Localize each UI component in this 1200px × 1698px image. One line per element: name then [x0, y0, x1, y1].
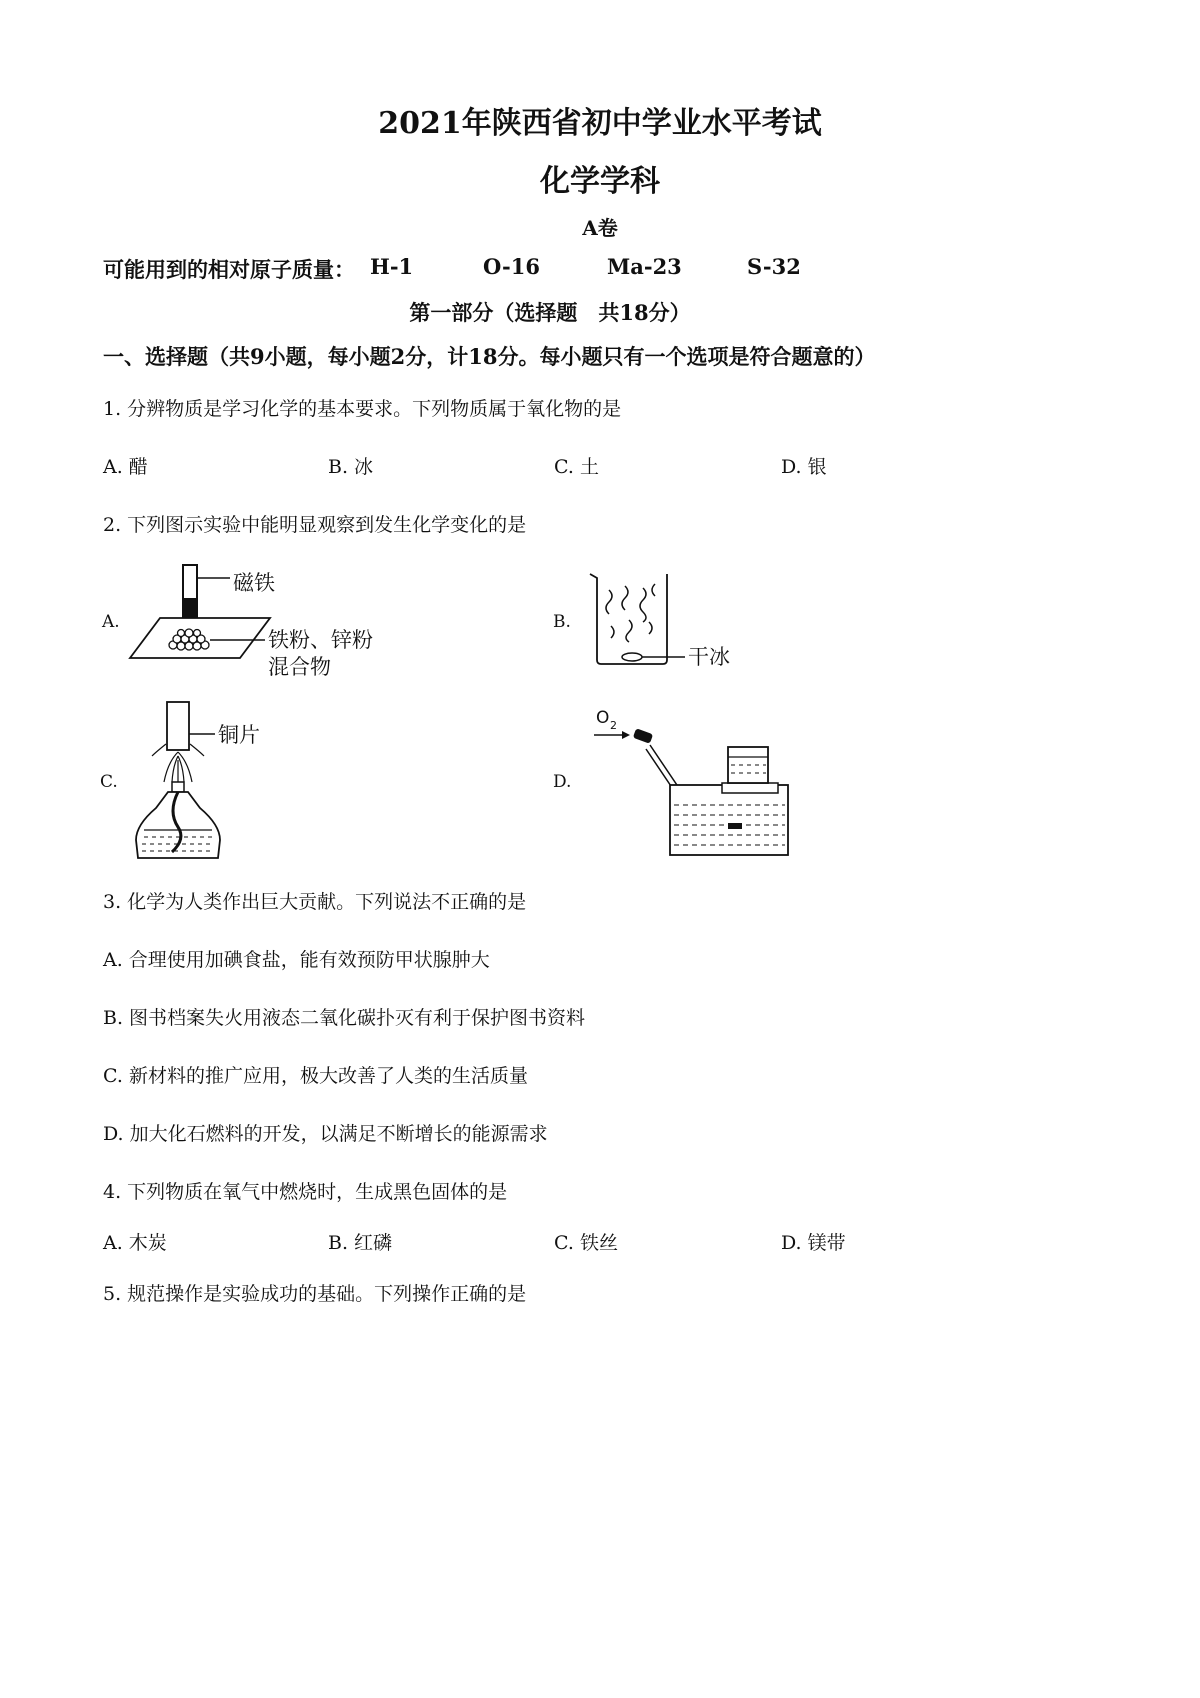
- figure-c-copper-text: 铜片: [218, 723, 260, 747]
- q1-option-a: A. 醋: [103, 456, 148, 478]
- section-heading: 一、选择题（共9小题，每小题2分，计18分。每小题只有一个选项是符合题意的）: [103, 344, 876, 369]
- atomic-mass-h: H-1: [370, 254, 414, 279]
- figure-c-copper-experiment: [130, 700, 280, 865]
- atomic-mass-o: O-16: [483, 254, 541, 279]
- figure-a-magnet-text: 磁铁: [233, 571, 275, 595]
- figure-a-magnet-experiment: [125, 560, 395, 685]
- atomic-mass-label: 可能用到的相对原子质量：: [103, 257, 355, 282]
- question-2-stem: 2. 下列图示实验中能明显观察到发生化学变化的是: [103, 514, 527, 536]
- figure-b-dry-ice-experiment: [585, 570, 755, 670]
- figure-d-oxygen-experiment: [590, 705, 790, 865]
- figure-a-powder-text-1: 铁粉、锌粉: [268, 628, 373, 652]
- figure-c-label: C.: [100, 772, 118, 792]
- q1-option-d: D. 银: [781, 456, 827, 478]
- subject-title: 化学学科: [540, 164, 660, 199]
- question-4-stem: 4. 下列物质在氧气中燃烧时，生成黑色固体的是: [103, 1181, 508, 1203]
- question-1-stem: 1. 分辨物质是学习化学的基本要求。下列物质属于氧化物的是: [103, 398, 622, 420]
- q4-option-b: B. 红磷: [328, 1232, 393, 1254]
- question-3-stem: 3. 化学为人类作出巨大贡献。下列说法不正确的是: [103, 891, 527, 913]
- q4-option-c: C. 铁丝: [554, 1232, 618, 1254]
- figure-d-o2-text: O: [596, 708, 610, 728]
- q3-option-d: D. 加大化石燃料的开发，以满足不断增长的能源需求: [103, 1123, 548, 1145]
- figure-a-label: A.: [102, 612, 120, 632]
- q3-option-c: C. 新材料的推广应用，极大改善了人类的生活质量: [103, 1065, 528, 1087]
- q4-option-d: D. 镁带: [781, 1232, 846, 1254]
- exam-title: 2021年陕西省初中学业水平考试: [378, 106, 822, 141]
- q1-option-c: C. 土: [554, 456, 599, 478]
- part1-title: 第一部分（选择题 共18分）: [409, 300, 691, 325]
- figure-a-powder-text-2: 混合物: [268, 655, 331, 679]
- figure-b-dryice-text: 干冰: [688, 645, 730, 669]
- atomic-mass-s: S-32: [747, 254, 801, 279]
- question-5-stem: 5. 规范操作是实验成功的基础。下列操作正确的是: [103, 1283, 527, 1305]
- atomic-mass-ma: Ma-23: [607, 254, 682, 279]
- figure-b-label: B.: [553, 612, 571, 632]
- volume-label: A卷: [582, 216, 618, 240]
- q4-option-a: A. 木炭: [103, 1232, 167, 1254]
- q1-option-b: B. 冰: [328, 456, 374, 478]
- q3-option-b: B. 图书档案失火用液态二氧化碳扑灭有利于保护图书资料: [103, 1007, 586, 1029]
- figure-d-o2-subscript: 2: [610, 719, 617, 732]
- q3-option-a: A. 合理使用加碘食盐，能有效预防甲状腺肿大: [103, 949, 490, 971]
- figure-d-label: D.: [553, 772, 572, 792]
